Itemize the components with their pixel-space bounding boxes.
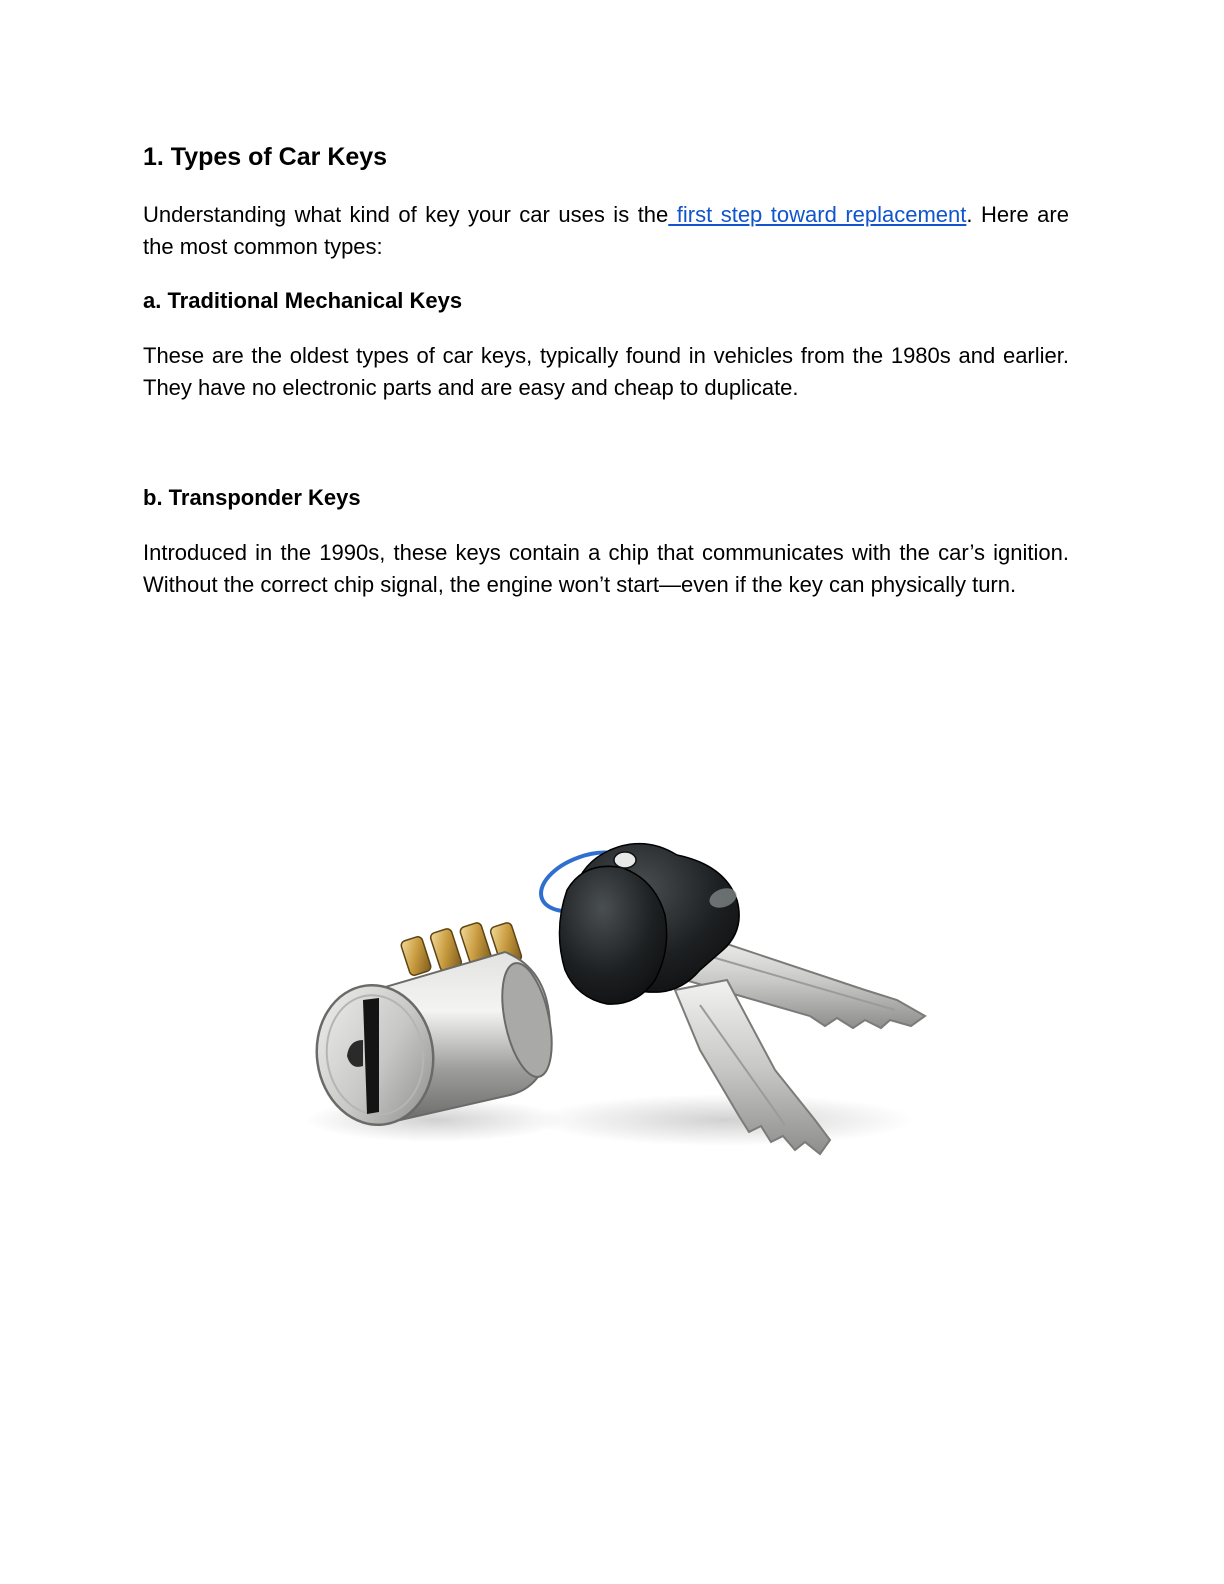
intro-text-before-link: Understanding what kind of key your car uses is the	[143, 202, 669, 227]
key-head-front	[559, 866, 666, 1004]
lock-pin	[400, 935, 432, 976]
subheading-mechanical-keys: a. Traditional Mechanical Keys	[143, 288, 463, 313]
section-heading: 1. Types of Car Keys	[143, 143, 388, 171]
mechanical-keys-paragraph: These are the oldest types of car keys, typically found in vehicles from the 1980s and earlier. They have no electronic parts and are easy and cheap to duplicate.	[143, 343, 1069, 400]
transponder-keys-paragraph: Introduced in the 1990s, these keys contain a chip that communicates with the car’s ignition. Without the correct chip signal, the engine won’t start—even if the key can physically turn.	[143, 540, 1069, 597]
intro-paragraph	[143, 199, 1069, 263]
lock-cylinder	[308, 922, 561, 1133]
key-hole	[614, 852, 636, 868]
keys-shadow	[535, 1094, 915, 1146]
intro-text-after-link: . Here are the most common types:	[143, 202, 1069, 259]
lock-and-keys-image	[305, 820, 945, 1180]
replacement-link[interactable]: first step toward replacement	[668, 202, 967, 227]
document-page	[143, 0, 1069, 1584]
subheading-transponder-keys: b. Transponder Keys	[143, 485, 361, 510]
